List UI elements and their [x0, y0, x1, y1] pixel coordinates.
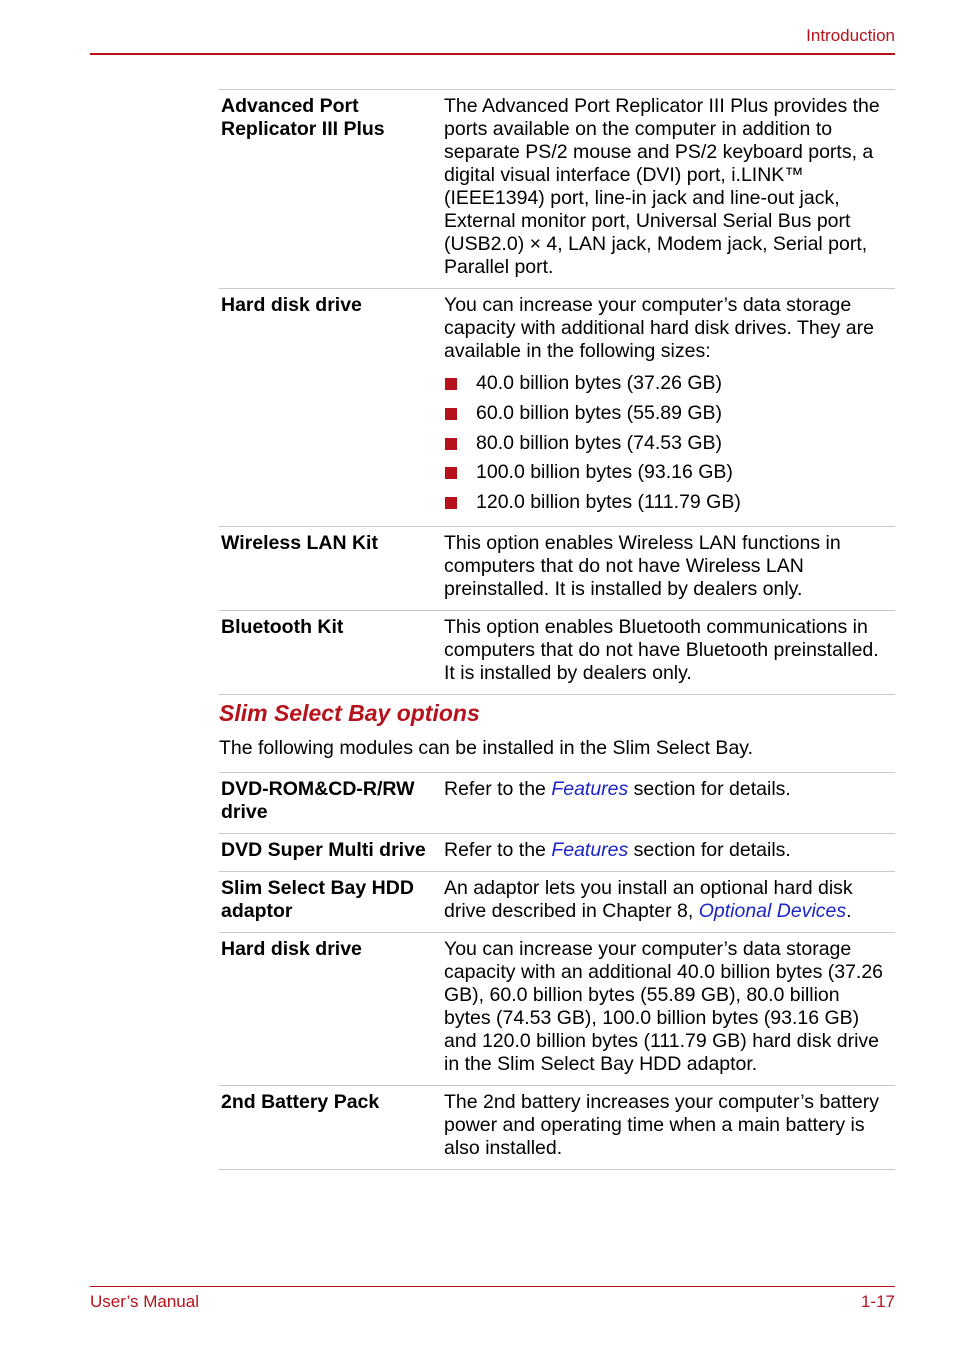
- list-item: [444, 458, 887, 488]
- description-text: section for details.: [628, 778, 791, 800]
- table-row: [219, 289, 895, 527]
- square-bullet-icon: [445, 467, 457, 479]
- row-term: Hard disk drive: [219, 933, 444, 1086]
- table-row: [219, 933, 895, 1086]
- list-item-text: 80.0 billion bytes (74.53 GB): [476, 431, 723, 454]
- row-description: The 2nd battery increases your computer’s battery power and operating time when a main battery is also installed.: [444, 1086, 895, 1170]
- description-text: Refer to the: [444, 778, 552, 800]
- options-table-container: [219, 89, 895, 695]
- hdd-size-list: [444, 369, 887, 518]
- row-term: DVD-ROM&CD-R/RW drive: [219, 773, 444, 834]
- footer-manual-title: User’s Manual: [90, 1292, 199, 1311]
- row-description: This option enables Wireless LAN functions in computers that do not have Wireless LAN preinstalled. It is installed by dealers only.: [444, 526, 895, 610]
- row-description: The Advanced Port Replicator III Plus provides the ports available on the computer in addition to separate PS/2 mouse and PS/2 keyboard ports, a digital visual interface (DVI) port, i.LINK™ (IEEE1394) port, line-in jack and line-out jack, External monitor port, Universal Serial Bus port (USB2.0) × 4, LAN jack, Modem jack, Serial port, Parallel port.: [444, 90, 895, 289]
- table-row: [219, 773, 895, 834]
- row-term: Slim Select Bay HDD adaptor: [219, 872, 444, 933]
- row-term: Wireless LAN Kit: [219, 526, 444, 610]
- table-row: [219, 1086, 895, 1170]
- row-term: Advanced Port Replicator III Plus: [219, 90, 444, 289]
- row-description: This option enables Bluetooth communications in computers that do not have Bluetooth preinstalled. It is installed by dealers only.: [444, 610, 895, 694]
- list-item-text: 120.0 billion bytes (111.79 GB): [476, 491, 741, 514]
- footer-page-number: 1-17: [860, 1292, 895, 1311]
- list-item-text: 40.0 billion bytes (37.26 GB): [476, 372, 723, 394]
- table-row: [219, 526, 895, 610]
- section-heading: Slim Select Bay options: [219, 700, 480, 726]
- list-item-text: 100.0 billion bytes (93.16 GB): [476, 461, 733, 484]
- features-link[interactable]: Features: [551, 778, 629, 800]
- slim-bay-table-container: [219, 772, 895, 1170]
- square-bullet-icon: [445, 438, 457, 450]
- header-section-title: Introduction: [806, 26, 895, 45]
- description-text: .: [846, 900, 852, 922]
- row-description: [444, 872, 895, 933]
- square-bullet-icon: [445, 408, 457, 420]
- row-description: You can increase your computer’s data storage capacity with additional hard disk drives. They are available in the following sizes:: [444, 294, 874, 362]
- list-item: [444, 488, 887, 518]
- slim-bay-table: [219, 772, 895, 1170]
- options-table: [219, 89, 895, 695]
- table-row: [219, 834, 895, 872]
- table-row: [219, 610, 895, 694]
- optional-devices-link[interactable]: Optional Devices: [698, 900, 847, 922]
- row-description: [444, 834, 895, 872]
- description-text: An adaptor lets you install an optional hard disk drive described in Chapter 8,: [444, 877, 853, 922]
- features-link[interactable]: Features: [551, 839, 629, 861]
- section-intro-text: The following modules can be installed in the Slim Select Bay.: [219, 737, 754, 759]
- row-term: DVD Super Multi drive: [219, 834, 444, 872]
- description-text: section for details.: [628, 839, 791, 861]
- row-term: Hard disk drive: [219, 289, 444, 527]
- row-description: You can increase your computer’s data storage capacity with an additional 40.0 billion bytes (37.26 GB), 60.0 billion bytes (55.89 GB), 80.0 billion bytes (74.53 GB), 100.0 billion bytes (93.16 GB) and 120.0 billion bytes (111.79 GB) hard disk drive in the Slim Select Bay HDD adaptor.: [444, 933, 895, 1086]
- row-description: [444, 773, 895, 834]
- list-item: [444, 429, 887, 459]
- row-term: Bluetooth Kit: [219, 610, 444, 694]
- table-row: [219, 872, 895, 933]
- description-text: Refer to the: [444, 839, 552, 861]
- list-item-text: 60.0 billion bytes (55.89 GB): [476, 401, 723, 424]
- square-bullet-icon: [445, 497, 457, 509]
- list-item: [444, 369, 887, 399]
- row-term: 2nd Battery Pack: [219, 1086, 444, 1170]
- footer-rule: [90, 1286, 895, 1287]
- row-description-cell: [444, 289, 895, 527]
- header-rule: [90, 53, 895, 55]
- square-bullet-icon: [445, 378, 457, 390]
- list-item: [444, 399, 887, 429]
- table-row: [219, 90, 895, 289]
